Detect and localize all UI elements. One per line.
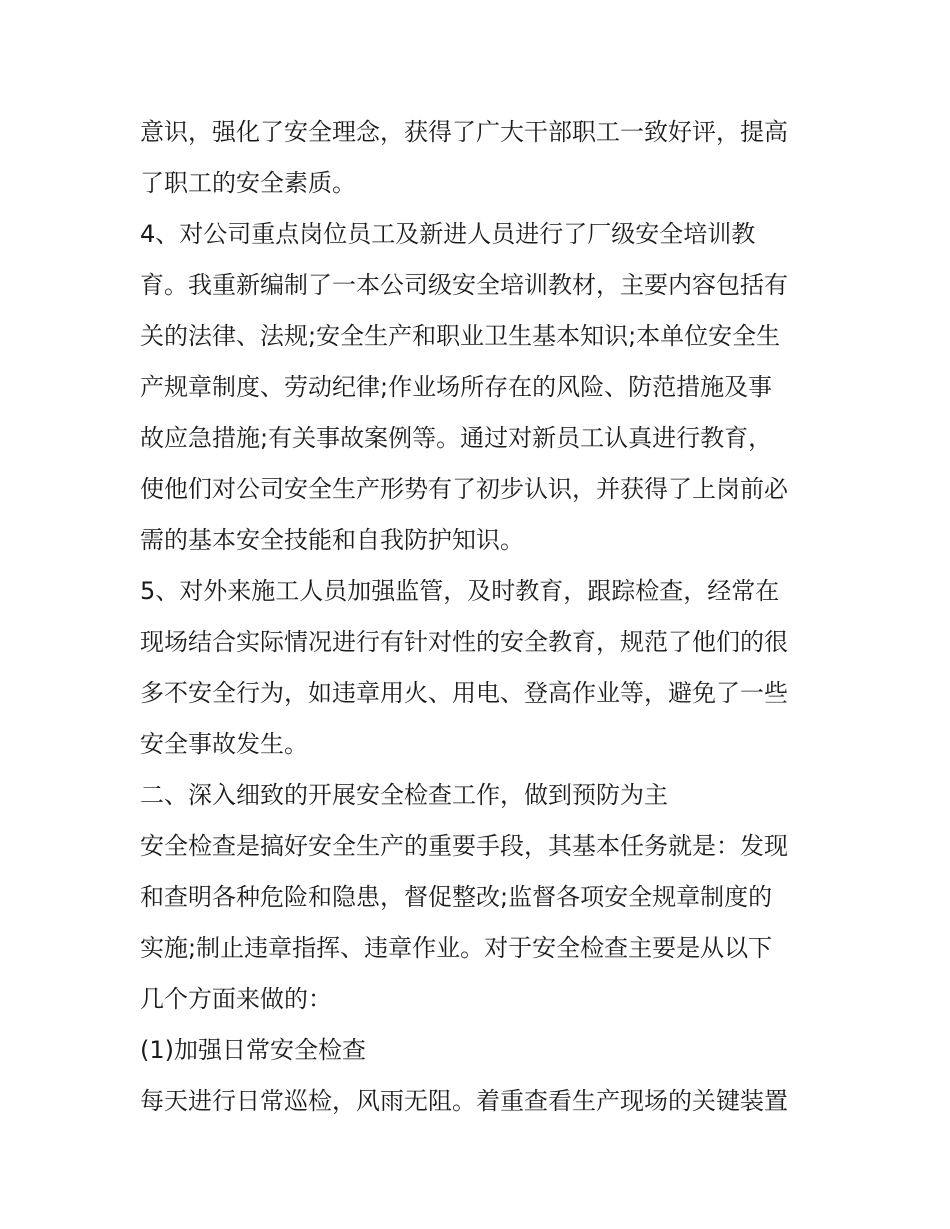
section-heading: 二、深入细致的开展安全检查工作，做到预防为主 (140, 781, 668, 809)
text-line: 需的基本安全技能和自我防护知识。 (140, 526, 524, 554)
text-line: 4、对公司重点岗位员工及新进人员进行了厂级安全培训教 (140, 220, 756, 248)
text-line: 意识，强化了安全理念，获得了广大干部职工一致好评，提高 (140, 118, 788, 146)
text-line: 使他们对公司安全生产形势有了初步认识，并获得了上岗前必 (140, 475, 788, 503)
text-line: 故应急措施;有关事故案例等。通过对新员工认真进行教育， (140, 424, 773, 452)
text-line: 多不安全行为，如违章用火、用电、登高作业等，避免了一些 (140, 679, 788, 707)
text-line: 实施;制止违章指挥、违章作业。对于安全检查主要是从以下 (140, 934, 773, 962)
text-line: 和查明各种危险和隐患，督促整改;监督各项安全规章制度的 (140, 883, 773, 911)
text-line: 安全检查是搞好安全生产的重要手段，其基本任务就是：发现 (140, 832, 788, 860)
text-line: 关的法律、法规;安全生产和职业卫生基本知识;本单位安全生 (140, 322, 781, 350)
subsection-heading: (1)加强日常安全检查 (140, 1036, 366, 1064)
text-line: 几个方面来做的： (140, 985, 332, 1013)
text-line: 了职工的安全素质。 (140, 169, 356, 197)
text-line: 育。我重新编制了一本公司级安全培训教材，主要内容包括有 (140, 271, 788, 299)
text-line: 安全事故发生。 (140, 730, 308, 758)
text-line: 产规章制度、劳动纪律;作业场所存在的风险、防范措施及事 (140, 373, 773, 401)
text-line: 现场结合实际情况进行有针对性的安全教育，规范了他们的很 (140, 628, 788, 656)
text-line: 5、对外来施工人员加强监管，及时教育，跟踪检查，经常在 (140, 577, 780, 605)
text-line: 每天进行日常巡检，风雨无阻。着重查看生产现场的关键装置 (140, 1087, 788, 1115)
document-body (140, 107, 820, 1127)
